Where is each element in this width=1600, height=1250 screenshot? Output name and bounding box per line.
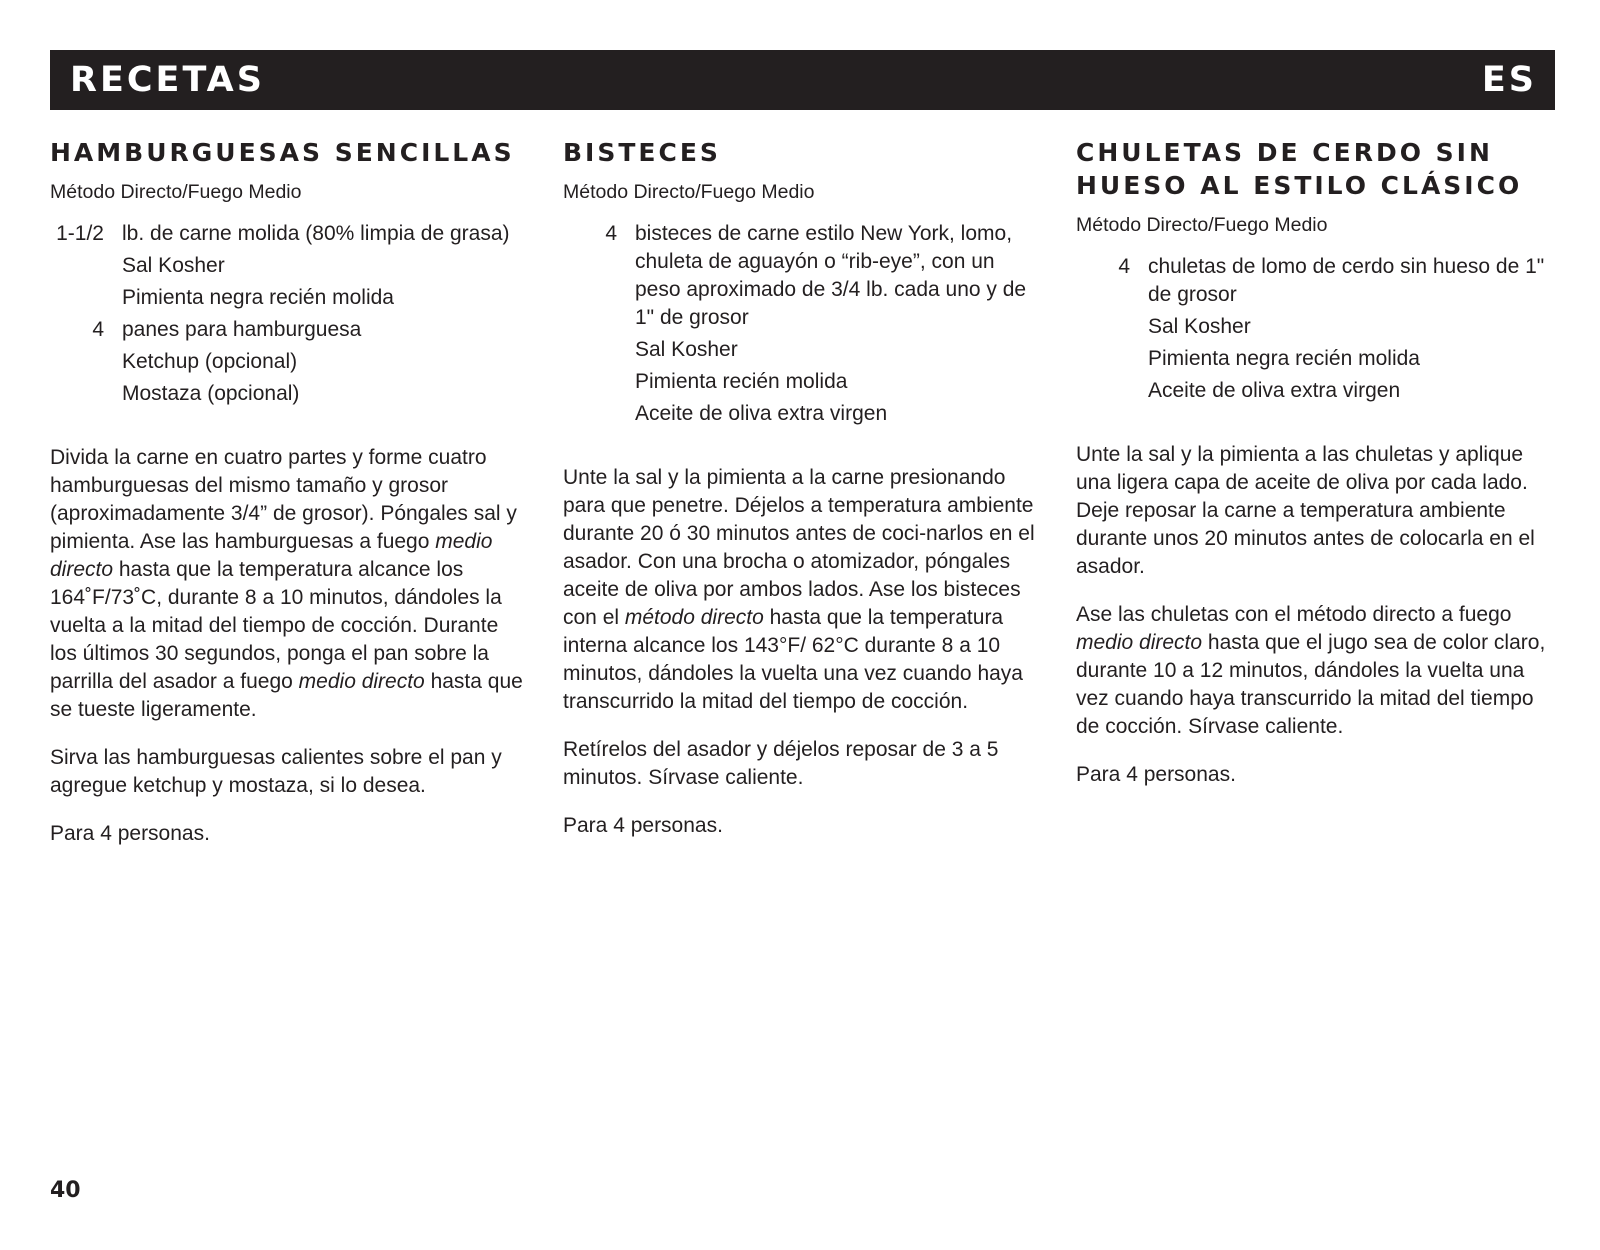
ingredient-text: Aceite de oliva extra virgen	[635, 402, 888, 425]
cooking-method: Método Directo/Fuego Medio	[1076, 214, 1328, 236]
recipe-title: CHULETAS DE CERDO SIN HUESO AL ESTILO CLÁSICO	[1076, 138, 1523, 200]
paragraph-text: hasta que se tueste ligeramente.	[50, 670, 523, 721]
instruction-paragraph	[1076, 441, 1551, 581]
ingredient-item	[1076, 253, 1551, 309]
ingredient-text: Aceite de oliva extra virgen	[1148, 379, 1401, 402]
ingredient-item	[563, 336, 1038, 364]
ingredient-quantity	[50, 252, 122, 280]
page-title: RECETAS	[70, 60, 265, 100]
page-number: 40	[50, 1178, 81, 1203]
ingredient-quantity	[1076, 377, 1148, 405]
paragraph-text: Unte la sal y la pimienta a la carne presionando para que penetre. Déjelos a temperatura ambiente durante 20 ó 30 minutos antes de coci-narlos en el asador. Con una brocha o atomizador, póngales aceite de oliva por ambos lados. Ase los bisteces con el	[563, 466, 1035, 629]
ingredient-quantity	[563, 368, 635, 396]
ingredient-list	[50, 220, 525, 408]
instruction-paragraph	[563, 464, 1038, 716]
paragraph-text: Retírelos del asador y déjelos reposar de 3 a 5 minutos. Sírvase caliente.	[563, 738, 999, 789]
ingredient-text: Sal Kosher	[635, 338, 738, 361]
ingredient-item	[563, 220, 1038, 332]
cooking-method: Método Directo/Fuego Medio	[563, 181, 815, 203]
ingredient-text: lb. de carne molida (80% limpia de grasa)	[122, 222, 510, 245]
ingredient-quantity: 4	[605, 222, 617, 245]
ingredient-text: Mostaza (opcional)	[122, 382, 300, 405]
recipe-column	[50, 136, 525, 848]
instruction-paragraph	[563, 736, 1038, 792]
ingredient-quantity	[563, 400, 635, 428]
ingredient-quantity	[50, 348, 122, 376]
ingredient-text: Sal Kosher	[1148, 315, 1251, 338]
cooking-method: Método Directo/Fuego Medio	[50, 181, 302, 203]
ingredient-text: panes para hamburguesa	[122, 318, 362, 341]
ingredient-text: Pimienta negra recién molida	[1148, 347, 1420, 370]
ingredient-text: Pimienta negra recién molida	[122, 286, 394, 309]
emphasis-text: medio directo	[298, 670, 425, 693]
paragraph-text: Ase las chuletas con el método directo a fuego	[1076, 603, 1512, 626]
ingredient-quantity	[563, 336, 635, 364]
recipe-title: BISTECES	[563, 138, 721, 167]
paragraph-text: hasta que el jugo sea de color claro, durante 10 a 12 minutos, dándoles la vuelta una vez cuando haya transcurrido la mitad del tiempo de cocción. Sírvase caliente.	[1076, 631, 1546, 738]
emphasis-text: medio directo	[50, 530, 493, 581]
ingredient-list	[563, 220, 1038, 428]
ingredient-list	[1076, 253, 1551, 405]
recipe-column	[1076, 136, 1551, 789]
ingredient-item	[50, 252, 525, 280]
paragraph-text: Para 4 personas.	[563, 814, 723, 837]
emphasis-text: método directo	[624, 606, 764, 629]
paragraph-text: Divida la carne en cuatro partes y forme cuatro hamburguesas del mismo tamaño y grosor (aproximadamente 3/4” de grosor). Póngales sal y pimienta. Ase las hamburguesas a fuego	[50, 446, 517, 553]
paragraph-text: Para 4 personas.	[50, 822, 210, 845]
instruction-paragraph	[50, 820, 525, 848]
emphasis-text: medio directo	[1076, 631, 1203, 654]
ingredient-quantity	[1076, 313, 1148, 341]
ingredient-item	[50, 348, 525, 376]
ingredient-quantity: 4	[1118, 255, 1130, 278]
ingredient-item	[1076, 377, 1551, 405]
paragraph-text: hasta que la temperatura interna alcance los 143°F/ 62°C durante 8 a 10 minutos, dándoles la vuelta una vez cuando haya transcurrido la mitad del tiempo de cocción.	[563, 606, 1023, 713]
ingredient-item	[563, 368, 1038, 396]
language-code: ES	[1481, 60, 1537, 100]
ingredient-item	[50, 284, 525, 312]
ingredient-text: chuletas de lomo de cerdo sin hueso de 1" de grosor	[1148, 255, 1545, 306]
ingredient-item	[50, 380, 525, 408]
paragraph-text: hasta que la temperatura alcance los 164˚F/73˚C, durante 8 a 10 minutos, dándoles la vuelta a la mitad del tiempo de cocción. Durante los últimos 30 segundos, ponga el pan sobre la parrilla del asador a fuego	[50, 558, 502, 693]
ingredient-item	[1076, 345, 1551, 373]
ingredient-quantity: 1-1/2	[56, 222, 104, 245]
instruction-paragraph	[1076, 761, 1551, 789]
instruction-paragraph	[50, 444, 525, 724]
ingredient-item	[563, 400, 1038, 428]
ingredient-text: bisteces de carne estilo New York, lomo, chuleta de aguayón o “rib-eye”, con un peso aproximado de 3/4 lb. cada uno y de 1" de grosor	[635, 222, 1027, 329]
ingredient-item	[50, 220, 525, 248]
instruction-paragraph	[563, 812, 1038, 840]
header-bar	[50, 50, 1555, 110]
ingredient-text: Ketchup (opcional)	[122, 350, 298, 373]
recipe-column	[563, 136, 1038, 840]
ingredient-item	[1076, 313, 1551, 341]
paragraph-text: Para 4 personas.	[1076, 763, 1236, 786]
paragraph-text: Unte la sal y la pimienta a las chuletas y aplique una ligera capa de aceite de oliva por cada lado. Deje reposar la carne a temperatura ambiente durante unos 20 minutos antes de colocarla en el asador.	[1076, 443, 1535, 578]
instruction-paragraph	[50, 744, 525, 800]
ingredient-quantity: 4	[92, 318, 104, 341]
instruction-paragraph	[1076, 601, 1551, 741]
ingredient-quantity	[1076, 345, 1148, 373]
ingredient-item	[50, 316, 525, 344]
recipe-title: HAMBURGUESAS SENCILLAS	[50, 138, 515, 167]
ingredient-text: Pimienta recién molida	[635, 370, 848, 393]
ingredient-text: Sal Kosher	[122, 254, 225, 277]
ingredient-quantity	[50, 284, 122, 312]
paragraph-text: Sirva las hamburguesas calientes sobre el pan y agregue ketchup y mostaza, si lo desea.	[50, 746, 502, 797]
ingredient-quantity	[50, 380, 122, 408]
